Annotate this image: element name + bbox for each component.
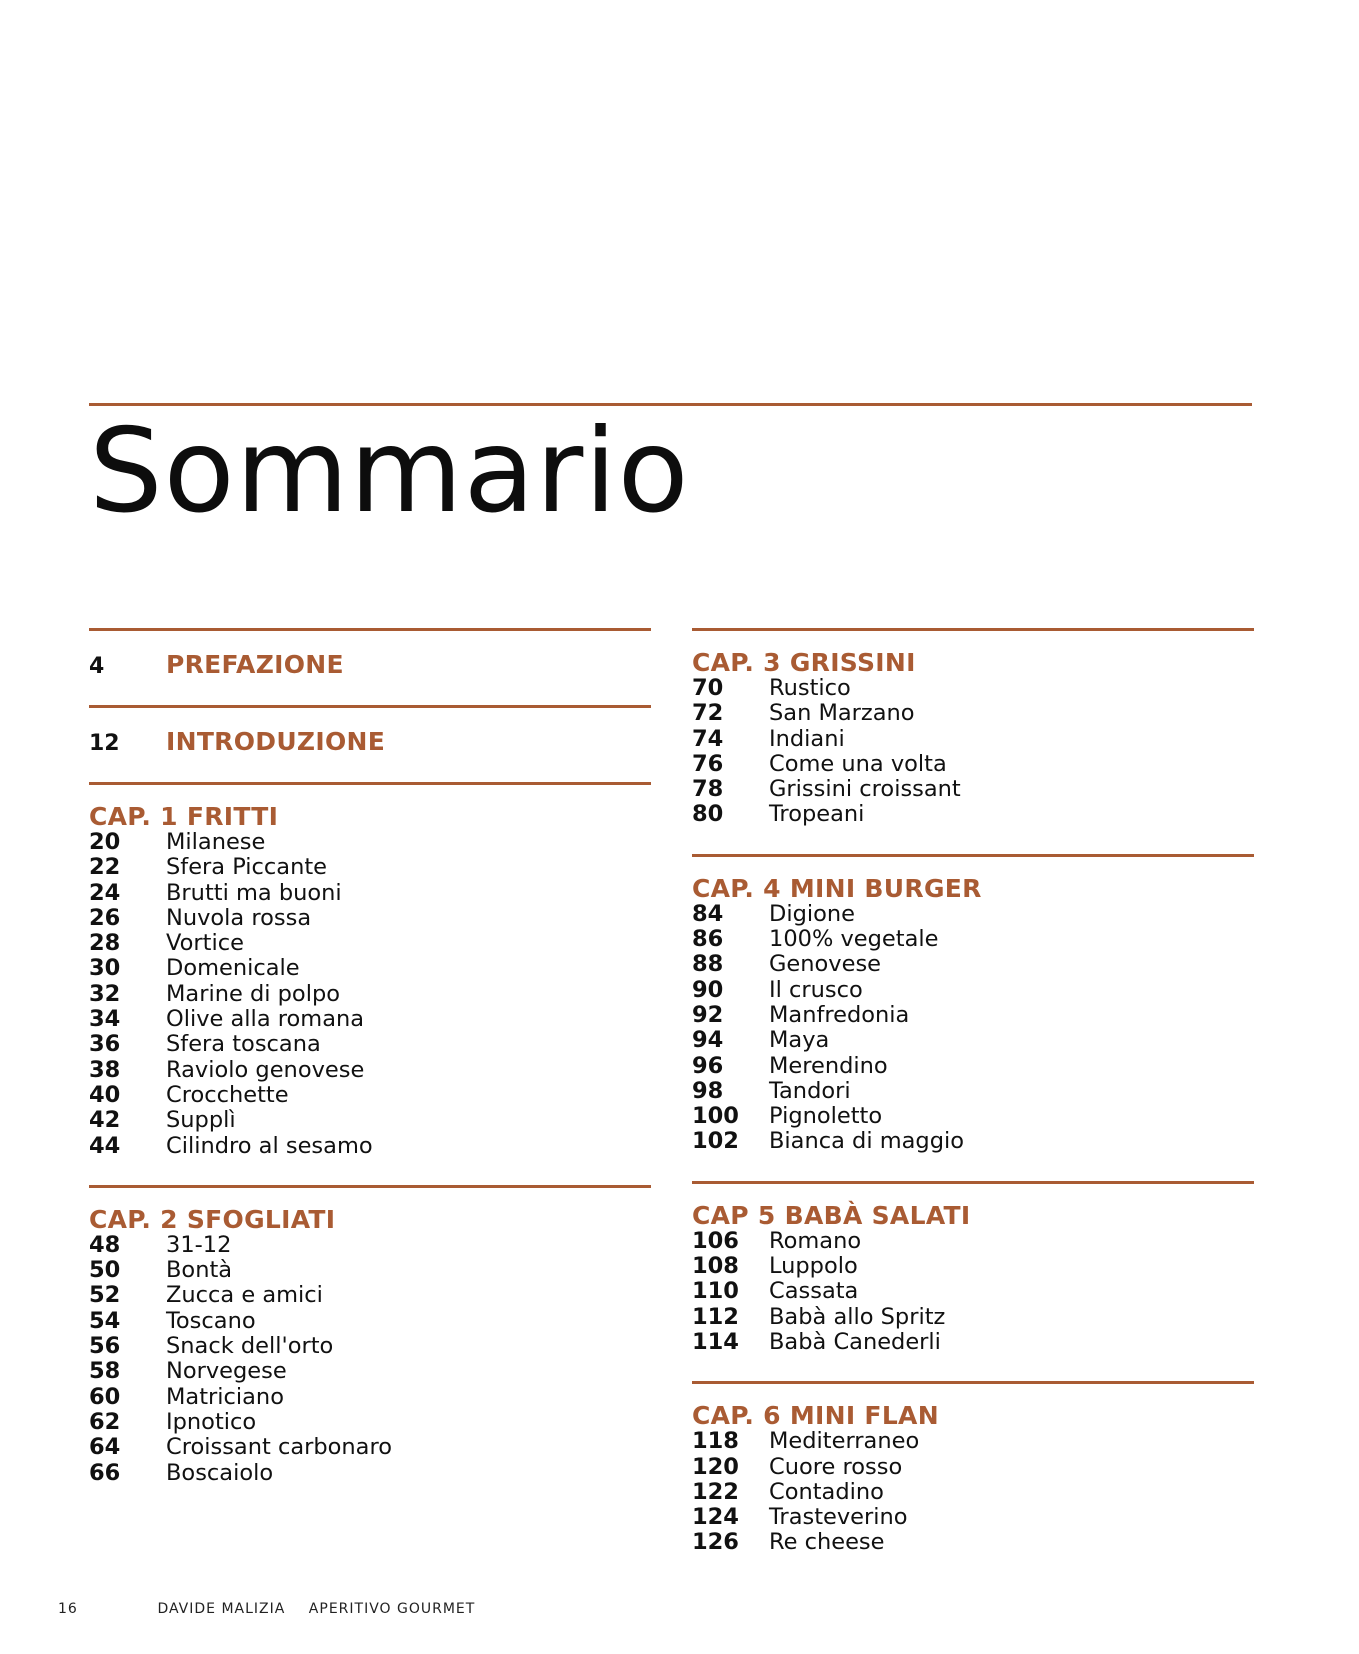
- footer-book-title: APERITIVO GOURMET: [308, 1601, 476, 1617]
- toc-entry: [89, 728, 651, 758]
- toc-entry: [89, 982, 651, 1007]
- toc-entry: [692, 1330, 1254, 1355]
- toc-entry: [89, 1058, 651, 1083]
- toc-entry: [692, 1505, 1254, 1530]
- entry-title: Romano: [769, 1227, 862, 1254]
- toc-entry: [692, 802, 1254, 827]
- toc-entry: [692, 1003, 1254, 1028]
- toc-entry: [692, 1455, 1254, 1480]
- entry-page-number: 114: [692, 1328, 739, 1355]
- entry-title: San Marzano: [769, 700, 915, 727]
- entry-title: Bontà: [166, 1257, 233, 1284]
- entry-page-number: 42: [89, 1107, 121, 1134]
- toc-entry: [692, 952, 1254, 977]
- entry-page-number: 90: [692, 976, 724, 1003]
- toc-entry: [89, 1410, 651, 1435]
- entry-page-number: 76: [692, 750, 724, 777]
- toc-entry: [89, 1258, 651, 1283]
- entry-page-number: 32: [89, 980, 121, 1007]
- entry-title: Cilindro al sesamo: [166, 1132, 373, 1159]
- entry-title: Domenicale: [166, 955, 300, 982]
- entry-title: Boscaiolo: [166, 1459, 274, 1486]
- toc-entry: [692, 1254, 1254, 1279]
- toc-entry: [89, 881, 651, 906]
- toc-chapter-3: [692, 628, 1254, 854]
- entry-page-number: 36: [89, 1031, 121, 1058]
- section-label: PREFAZIONE: [166, 650, 344, 679]
- toc-entry: [692, 727, 1254, 752]
- entry-title: Ipnotico: [166, 1408, 257, 1435]
- entry-page-number: 50: [89, 1257, 121, 1284]
- entry-page-number: 120: [692, 1453, 739, 1480]
- toc-entry: [692, 1129, 1254, 1154]
- entry-page-number: 30: [89, 955, 121, 982]
- entry-title: Brutti ma buoni: [166, 879, 342, 906]
- entry-page-number: 4: [89, 654, 105, 679]
- entry-title: Marine di polpo: [166, 980, 340, 1007]
- page-footer: [58, 1601, 475, 1617]
- entry-title: Babà allo Spritz: [769, 1303, 946, 1330]
- toc-entry: [89, 1083, 651, 1108]
- toc-entry: [89, 906, 651, 931]
- entry-page-number: 64: [89, 1434, 121, 1461]
- entry-page-number: 40: [89, 1081, 121, 1108]
- entry-title: 100% vegetale: [769, 926, 939, 953]
- entry-title: Nuvola rossa: [166, 904, 312, 931]
- toc-entry: [692, 676, 1254, 701]
- entry-title: Pignoletto: [769, 1103, 883, 1130]
- footer-author: DAVIDE MALIZIA: [157, 1601, 286, 1617]
- toc-entry: [89, 1385, 651, 1410]
- toc-entry: [692, 927, 1254, 952]
- entry-title: Rustico: [769, 675, 851, 701]
- entry-title: Maya: [769, 1027, 830, 1054]
- entry-title: Matriciano: [166, 1383, 284, 1410]
- toc-entry: [89, 1134, 651, 1159]
- entry-title: Snack dell'orto: [166, 1333, 334, 1360]
- entry-page-number: 78: [692, 776, 724, 803]
- toc-section-prefazione: [89, 628, 651, 705]
- entry-title: Tandori: [769, 1077, 851, 1104]
- entry-page-number: 84: [692, 900, 724, 927]
- toc-entry: [692, 1429, 1254, 1454]
- toc-entry: [692, 1530, 1254, 1555]
- toc-chapter-1: [89, 782, 651, 1185]
- entry-page-number: 70: [692, 675, 724, 701]
- entry-page-number: 58: [89, 1358, 121, 1385]
- entry-page-number: 92: [692, 1001, 724, 1028]
- toc-chapter-6: [692, 1381, 1254, 1581]
- entry-title: Mediterraneo: [769, 1428, 920, 1455]
- entry-title: Genovese: [769, 951, 882, 978]
- toc-chapter-5: [692, 1181, 1254, 1381]
- entry-page-number: 118: [692, 1428, 739, 1455]
- entry-page-number: 56: [89, 1333, 121, 1360]
- entry-title: Sfera Piccante: [166, 854, 328, 881]
- chapter-title: CAP. 2 SFOGLIATI: [89, 1204, 336, 1234]
- entry-page-number: 88: [692, 951, 724, 978]
- entry-page-number: 62: [89, 1408, 121, 1435]
- entry-title: Toscano: [166, 1307, 256, 1334]
- toc-entry: [692, 902, 1254, 927]
- entry-page-number: 26: [89, 904, 121, 931]
- entry-title: Il crusco: [769, 976, 863, 1003]
- entry-page-number: 100: [692, 1103, 739, 1130]
- entry-title: Vortice: [166, 930, 244, 957]
- toc-entry: [89, 1233, 651, 1258]
- entry-page-number: 96: [692, 1052, 724, 1079]
- page-title: Sommario: [89, 404, 690, 539]
- entry-page-number: 106: [692, 1227, 739, 1254]
- entry-page-number: 126: [692, 1529, 739, 1556]
- entry-page-number: 44: [89, 1132, 121, 1159]
- chapter-title: CAP. 4 MINI BURGER: [692, 873, 982, 903]
- entry-page-number: 72: [692, 700, 724, 727]
- toc-entry: [89, 1283, 651, 1308]
- toc-entry: [692, 1028, 1254, 1053]
- entry-title: Bianca di maggio: [769, 1128, 965, 1155]
- chapter-title: CAP 5 BABÀ SALATI: [692, 1200, 971, 1230]
- toc-entry: [89, 855, 651, 880]
- toc-left-column: [89, 628, 651, 1512]
- entry-title: Come una volta: [769, 750, 947, 777]
- entry-title: Luppolo: [769, 1253, 858, 1280]
- entry-title: Raviolo genovese: [166, 1056, 365, 1083]
- footer-page-number: 16: [58, 1601, 78, 1617]
- toc-entry: [692, 1279, 1254, 1304]
- chapter-title: CAP. 6 MINI FLAN: [692, 1401, 939, 1431]
- toc-entry: [89, 1108, 651, 1133]
- entry-title: Manfredonia: [769, 1001, 910, 1028]
- entry-page-number: 12: [89, 731, 120, 756]
- entry-page-number: 34: [89, 1006, 121, 1033]
- entry-page-number: 38: [89, 1056, 121, 1083]
- section-label: INTRODUZIONE: [166, 727, 386, 756]
- entry-title: Zucca e amici: [166, 1282, 323, 1309]
- toc-chapter-2: [89, 1185, 651, 1512]
- toc-entry: [692, 752, 1254, 777]
- entry-page-number: 22: [89, 854, 121, 881]
- entry-page-number: 66: [89, 1459, 121, 1486]
- entry-title: Olive alla romana: [166, 1006, 365, 1033]
- entry-title: Milanese: [166, 829, 266, 855]
- toc-chapter-4: [692, 854, 1254, 1181]
- toc-section-introduzione: [89, 705, 651, 782]
- toc-entry: [89, 1359, 651, 1384]
- toc-entry: [692, 1079, 1254, 1104]
- entry-page-number: 122: [692, 1478, 739, 1505]
- toc-entry: [89, 1334, 651, 1359]
- entry-title: Trasteverino: [769, 1504, 908, 1531]
- toc-entry: [89, 830, 651, 855]
- entry-title: Crocchette: [166, 1081, 289, 1108]
- entry-title: Tropeani: [769, 801, 865, 828]
- entry-page-number: 80: [692, 801, 724, 828]
- entry-page-number: 52: [89, 1282, 121, 1309]
- chapter-title: CAP. 1 FRITTI: [89, 802, 279, 831]
- entry-title: Babà Canederli: [769, 1328, 941, 1355]
- entry-page-number: 86: [692, 926, 724, 953]
- entry-title: Indiani: [769, 725, 845, 752]
- toc-entry: [692, 1229, 1254, 1254]
- entry-page-number: 94: [692, 1027, 724, 1054]
- entry-title: Norvegese: [166, 1358, 287, 1385]
- toc-entry: [692, 1054, 1254, 1079]
- entry-title: Grissini croissant: [769, 776, 961, 803]
- entry-title: 31-12: [166, 1231, 232, 1258]
- entry-title: Croissant carbonaro: [166, 1434, 392, 1461]
- entry-page-number: 110: [692, 1278, 739, 1305]
- entry-title: Cassata: [769, 1278, 859, 1305]
- entry-title: Digione: [769, 900, 855, 927]
- toc-entry: [692, 701, 1254, 726]
- toc-right-column: [692, 628, 1254, 1582]
- entry-page-number: 124: [692, 1504, 739, 1531]
- entry-title: Sfera toscana: [166, 1031, 321, 1058]
- toc-entry: [692, 978, 1254, 1003]
- chapter-title: CAP. 3 GRISSINI: [692, 648, 916, 677]
- entry-title: Merendino: [769, 1052, 888, 1079]
- toc-entry: [89, 1007, 651, 1032]
- entry-page-number: 102: [692, 1128, 739, 1155]
- toc-entry: [692, 1104, 1254, 1129]
- entry-page-number: 98: [692, 1077, 724, 1104]
- toc-entry: [692, 1480, 1254, 1505]
- toc-entry: [89, 931, 651, 956]
- entry-page-number: 60: [89, 1383, 121, 1410]
- toc-entry: [89, 956, 651, 981]
- entry-page-number: 48: [89, 1231, 121, 1258]
- entry-title: Cuore rosso: [769, 1453, 903, 1480]
- entry-title: Contadino: [769, 1478, 884, 1505]
- entry-page-number: 20: [89, 829, 121, 855]
- entry-page-number: 112: [692, 1303, 739, 1330]
- entry-page-number: 108: [692, 1253, 739, 1280]
- entry-page-number: 74: [692, 725, 724, 752]
- toc-entry: [89, 1032, 651, 1057]
- toc-entry: [692, 777, 1254, 802]
- toc-entry: [89, 1309, 651, 1334]
- entry-page-number: 28: [89, 930, 121, 957]
- toc-entry: [89, 1461, 651, 1486]
- toc-entry: [89, 1435, 651, 1460]
- entry-page-number: 54: [89, 1307, 121, 1334]
- entry-title: Supplì: [166, 1107, 236, 1134]
- toc-entry: [89, 651, 651, 681]
- toc-entry: [692, 1305, 1254, 1330]
- entry-page-number: 24: [89, 879, 121, 906]
- entry-title: Re cheese: [769, 1529, 885, 1556]
